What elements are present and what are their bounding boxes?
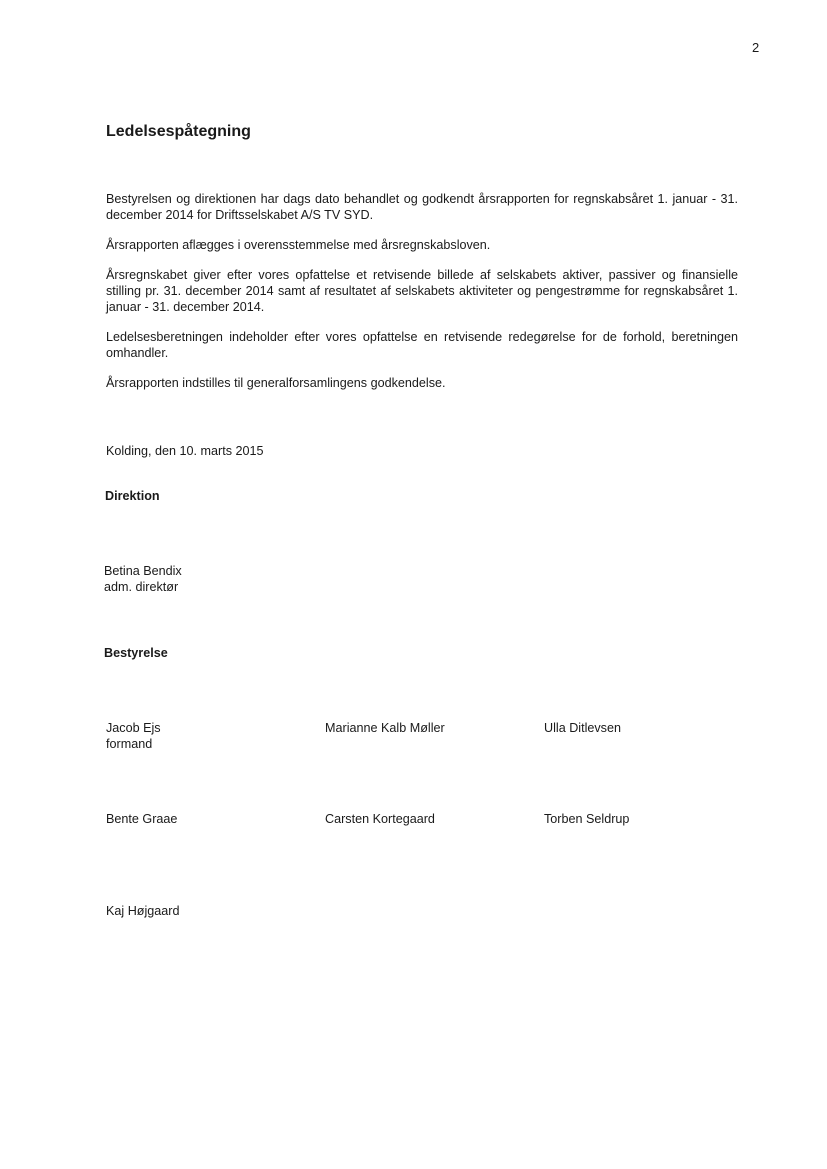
- signatory-bestyrelse-6: [544, 811, 629, 827]
- signatory-name: Betina Bendix: [104, 564, 182, 578]
- page-number: 2: [752, 40, 760, 55]
- place-date: Kolding, den 10. marts 2015: [106, 444, 264, 458]
- paragraph-management-review: Ledelsesberetningen indeholder efter vores opfattelse en retvisende redegørelse for de forhold, beretningen omhandler.: [106, 330, 738, 360]
- signatory-bestyrelse-4: [106, 811, 177, 827]
- signatory-bestyrelse-1: [106, 720, 161, 752]
- signatory-name: Jacob Ejs: [106, 721, 161, 735]
- signatory-name: Torben Seldrup: [544, 812, 630, 826]
- statement-body: [106, 191, 738, 405]
- signatory-bestyrelse-7: [106, 903, 180, 919]
- direktion-heading: Direktion: [105, 489, 160, 503]
- signatory-name: Ulla Ditlevsen: [544, 721, 621, 735]
- signatory-name: Bente Graae: [106, 812, 178, 826]
- bestyrelse-heading: Bestyrelse: [104, 646, 168, 660]
- signatory-name: Marianne Kalb Møller: [325, 721, 445, 735]
- signatory-role: formand: [106, 737, 153, 751]
- signatory-role: adm. direktør: [104, 580, 179, 594]
- paragraph-compliance: Årsrapporten aflægges i overensstemmelse med årsregnskabsloven.: [106, 238, 491, 252]
- paragraph-recommendation: Årsrapporten indstilles til generalforsamlingens godkendelse.: [106, 376, 446, 390]
- paragraph-true-fair-view: Årsregnskabet giver efter vores opfattelse et retvisende billede af selskabets aktiver, passiver og finansielle stilling pr. 31. december 2014 samt af resultatet af selskabets aktiviteter og pengestrømme for regnskabsåret 1. januar - 31. december 2014.: [106, 268, 738, 314]
- signatory-bestyrelse-2: [325, 720, 445, 736]
- signatory-name: Kaj Højgaard: [106, 904, 180, 918]
- signatory-name: Carsten Kortegaard: [325, 812, 435, 826]
- signatory-direktion-1: [104, 563, 182, 595]
- paragraph-approval: Bestyrelsen og direktionen har dags dato behandlet og godkendt årsrapporten for regnskabsåret 1. januar - 31. december 2014 for Driftsselskabet A/S TV SYD.: [106, 192, 738, 222]
- signatory-bestyrelse-3: [544, 720, 621, 736]
- signatory-bestyrelse-5: [325, 811, 435, 827]
- page-title: Ledelsespåtegning: [106, 123, 251, 140]
